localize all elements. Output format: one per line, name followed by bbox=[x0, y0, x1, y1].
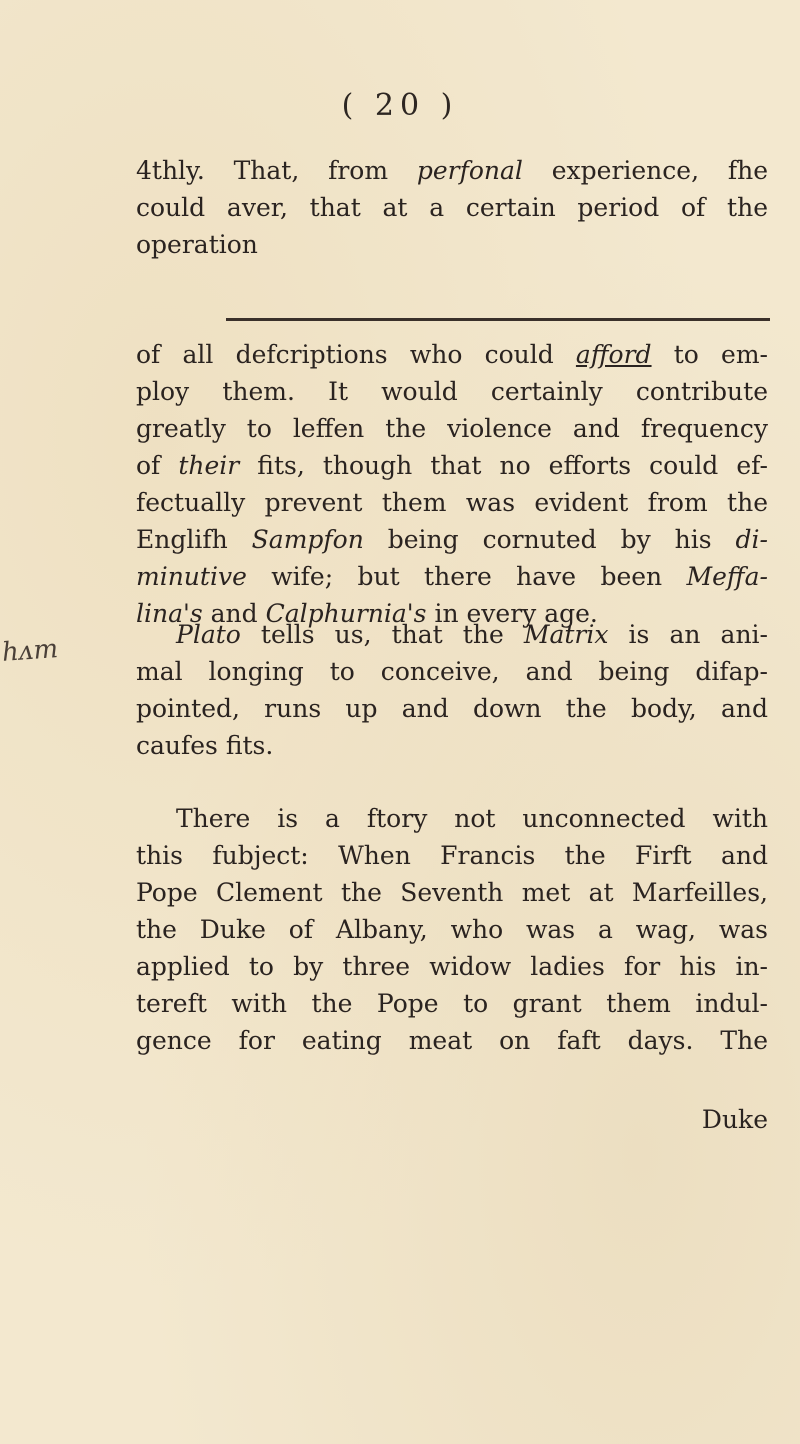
paragraph-descriptions bbox=[136, 336, 768, 632]
text-line: Pope Clement the Seventh met at Marfeilles, bbox=[136, 878, 768, 907]
page-number: ( 20 ) bbox=[341, 88, 459, 123]
text-line: tereft with the Pope to grant them indul- bbox=[136, 989, 768, 1018]
paragraph-plato bbox=[136, 616, 768, 764]
margin-annotation: hᴧm bbox=[1, 634, 60, 668]
text-line: Englifh Sampfon being cornuted by his di- bbox=[136, 525, 768, 554]
paragraph-story bbox=[136, 800, 768, 1059]
text-line: could aver, that at a certain period of the bbox=[136, 193, 768, 222]
text-line: lina's and Calphurnia's in every age. bbox=[136, 599, 598, 628]
text-line: mal longing to conceive, and being difap- bbox=[136, 657, 768, 686]
text-line: fectually prevent them was evident from the bbox=[136, 488, 768, 517]
text-line: applied to by three widow ladies for his in- bbox=[136, 952, 768, 981]
text-line: greatly to leffen the violence and frequency bbox=[136, 414, 768, 443]
text-line: the Duke of Albany, who was a wag, was bbox=[136, 915, 768, 944]
text-line: operation bbox=[136, 230, 258, 259]
text-line: gence for eating meat on faft days. The bbox=[136, 1026, 768, 1055]
text-line: ploy them. It would certainly contribute bbox=[136, 377, 768, 406]
section-divider bbox=[226, 318, 770, 321]
text-line: minutive wife; but there have been Meffa- bbox=[136, 562, 768, 591]
text-line: There is a ftory not unconnected with bbox=[176, 804, 768, 833]
catchword: Duke bbox=[701, 1105, 768, 1134]
text-line: of all defcriptions who could afford to em- bbox=[136, 340, 768, 369]
paragraph-intro bbox=[136, 152, 768, 263]
text-line: 4thly. That, from perfonal experience, fhe bbox=[136, 156, 768, 185]
text-line: Plato tells us, that the Matrix is an ani- bbox=[176, 620, 768, 649]
text-line: caufes fits. bbox=[136, 731, 274, 760]
text-line: this fubject: When Francis the Firft and bbox=[136, 841, 768, 870]
text-line: pointed, runs up and down the body, and bbox=[136, 694, 768, 723]
text-line: of their fits, though that no efforts could ef- bbox=[136, 451, 768, 480]
